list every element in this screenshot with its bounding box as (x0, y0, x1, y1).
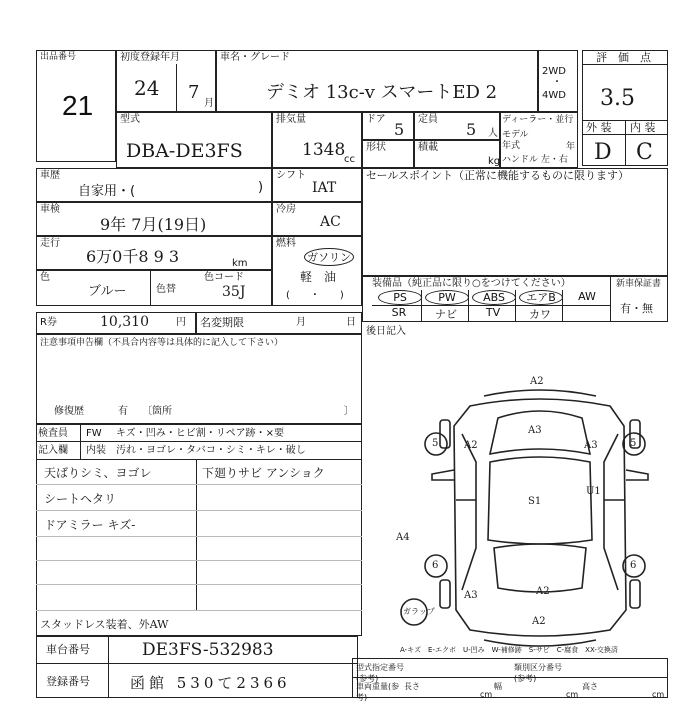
inspector-label: 検査員 (38, 428, 68, 439)
handwritten-note: ドアミラー キズ- (44, 518, 136, 532)
sales-point-label: セールスポイント（正常に機能するものに限ります） (366, 169, 630, 182)
model-label: 車名・グレード (220, 52, 290, 63)
doors-label: ドア (366, 114, 386, 125)
equipment-item: ナビ (435, 308, 457, 321)
weight-label: 車両重量(参考) (356, 682, 400, 702)
inspection-label: 車検 (40, 204, 60, 215)
wheel-rear-left (440, 580, 450, 608)
shift-value: IAT (312, 180, 337, 196)
repair-label: 修復歴 (54, 406, 84, 417)
capacity-unit: 人 (488, 128, 498, 139)
handwritten-note: 天ばりシミ、ヨゴレ (44, 466, 152, 480)
mileage-label: 走行 (40, 238, 60, 249)
exterior-value: D (594, 140, 612, 165)
color-code-label: 色コード (204, 272, 244, 283)
type-value: DBA-DE3FS (126, 140, 243, 162)
equipment-item: AW (578, 290, 596, 303)
mileage-unit: km (232, 258, 248, 269)
damage-mark: A3 (464, 590, 478, 601)
expiry-day: 日 (346, 317, 356, 328)
color-value: ブルー (88, 284, 127, 299)
lot-number: 21 (62, 90, 94, 121)
damage-mark: 5 (432, 438, 439, 449)
score-label: 評 価 点 (596, 51, 651, 64)
handwritten-note: 下廻りサビ アンショク (202, 466, 325, 480)
warranty-divider (610, 276, 611, 322)
reg-divider (176, 64, 177, 112)
equipment-row-1 (372, 290, 610, 305)
writer-label: 記入欄 (38, 445, 68, 456)
reg-no-label: 登録番号 (46, 675, 90, 688)
fuel-diesel: 軽 油 (300, 270, 337, 284)
reg-month: 7 (188, 82, 200, 103)
equipment-item: PW (425, 290, 469, 305)
length-label: 長さ (404, 682, 420, 691)
expiry-month: 月 (296, 317, 306, 328)
inspector-mid (36, 441, 362, 442)
damage-mark: A3 (528, 425, 542, 436)
model-year-label: モデル年式 (502, 130, 529, 151)
damage-mark: 6 (630, 560, 637, 571)
equipment-divider (562, 290, 563, 305)
equipment-divider (515, 306, 516, 321)
ruled-line (36, 484, 362, 485)
fuel-paren: ( ・ ) (286, 290, 344, 301)
dims-label: 型式指定番号(参考) (356, 663, 404, 683)
height-cm: cm (652, 690, 665, 699)
interior-value: C (636, 140, 653, 165)
usage-value: 自家用・( (78, 184, 136, 199)
interior-label: 内 装 (630, 121, 656, 134)
ruled-line (36, 584, 362, 585)
drive-4wd: 4WD (542, 90, 566, 101)
capacity-value: 5 (466, 120, 477, 139)
repair-value: 有 (118, 406, 128, 417)
damage-mark: A2 (464, 440, 478, 451)
damage-mark: 6 (432, 560, 439, 571)
ac-label: 冷房 (276, 204, 296, 215)
exterior-label: 外 装 (586, 121, 612, 134)
doors-value: 5 (394, 120, 405, 139)
writer-items: 汚れ・ヨゴレ・タバコ・シミ・キレ・破し (116, 445, 306, 456)
displacement-label: 排気量 (276, 114, 306, 125)
recycle-unit: 円 (176, 317, 186, 328)
usage-box (36, 168, 272, 202)
damage-mark: 5 (630, 438, 637, 449)
attention-label: 注意事項申告欄（不具合内容等は具体的に記入して下さい） (40, 338, 284, 348)
ruled-line (36, 610, 362, 611)
fuel-gas (304, 248, 354, 266)
chassis-value: DE3FS-532983 (142, 640, 274, 660)
reg-month-unit: 月 (204, 98, 214, 109)
inspector-row-label: FW (86, 428, 102, 439)
capacity-label: 定員 (418, 114, 438, 125)
lot-label: 出品番号 (40, 52, 77, 62)
damage-mark: A4 (396, 532, 410, 543)
ruled-line (36, 510, 362, 511)
damage-mark: A2 (536, 586, 550, 597)
damage-mark: A2 (532, 616, 546, 627)
recycle-label: R券 (40, 317, 57, 328)
handwritten-note: シートヘタリ (44, 492, 117, 506)
handle-label: ハンドル 左・右 (502, 155, 568, 165)
equipment-divider (468, 306, 469, 321)
inspection-value: 9年 7月(19日) (100, 215, 207, 234)
diagram-legend: A-キズ E-エクボ U-凹み W-補修跡 S-サビ C-腐食 XX-交換済 (400, 646, 618, 654)
shift-label: シフト (276, 170, 306, 181)
repair-close: 〕 (344, 406, 354, 417)
class-label: 類別区分番号(参考) (514, 663, 562, 683)
equipment-label: 装備品（純正品に限り○をつけてください） (372, 278, 571, 289)
displacement-unit: cc (344, 154, 355, 165)
type-label: 型式 (120, 114, 140, 125)
equipment-item: PS (378, 290, 422, 305)
expiry-label: 名変期限 (200, 316, 244, 329)
width-label: 幅 (494, 682, 502, 691)
length-cm: cm (480, 690, 493, 699)
color-code-value: 35J (222, 284, 246, 300)
fuel-gas-circled: ガソリン (304, 248, 354, 266)
damage-mark: A2 (530, 376, 544, 387)
damage-mark: S1 (528, 496, 542, 507)
damage-mark: A3 (584, 440, 598, 451)
score-header-line (582, 64, 668, 65)
model-year-unit: 年 (566, 142, 576, 152)
notes-col-divider (196, 460, 197, 610)
mileage-value: 6万0千8 9 3 (86, 247, 180, 266)
load-unit: kg (488, 156, 501, 167)
height-label: 高さ (582, 682, 598, 691)
equipment-divider (515, 290, 516, 305)
equipment-item: TV (485, 306, 501, 319)
score-vertical (625, 120, 626, 166)
after-label: 後日記入 (366, 326, 406, 337)
load-label: 積載 (418, 142, 438, 153)
score-value: 3.5 (600, 86, 635, 111)
color-change-label: 色替 (156, 284, 176, 295)
ruled-line (36, 560, 362, 561)
equipment-row-2 (372, 306, 610, 321)
displacement-value: 1348 (302, 140, 346, 160)
equipment-item: SR (391, 306, 407, 319)
notes-bottom: スタッドレス装着、外AW (40, 618, 169, 631)
color-divider (150, 270, 151, 306)
damage-mark: U1 (586, 486, 601, 497)
ac-value: AC (320, 214, 341, 230)
reg-year: 24 (134, 76, 160, 100)
sales-point-box (362, 168, 668, 276)
repair-place: 〔箇所 (142, 406, 172, 417)
equipment-divider (562, 306, 563, 321)
inspector-col (80, 424, 81, 460)
color-label: 色 (40, 272, 50, 283)
reg-date-label: 初度登録年月 (120, 52, 180, 63)
dealer-label: ディーラー・並行 (502, 115, 574, 125)
usage-label: 車歴 (40, 170, 60, 181)
tape-label: ガラップ (403, 607, 435, 616)
chassis-label: 車台番号 (46, 643, 90, 656)
warranty-value: 有・無 (620, 302, 653, 315)
equipment-item: エアB (519, 290, 563, 305)
equipment-divider (468, 290, 469, 305)
inspector-items: キズ・凹み・ヒビ割・リペア跡・×要 (116, 428, 284, 439)
width-cm: cm (566, 690, 579, 699)
equipment-item: ABS (472, 290, 516, 305)
usage-close: ) (258, 180, 264, 195)
reg-no-value: 函館 530て2366 (130, 674, 291, 692)
equipment-divider (421, 290, 422, 305)
fuel-label: 燃料 (276, 238, 296, 249)
drive-dot: ・ (552, 77, 562, 88)
equipment-item: カワ (529, 308, 551, 321)
model-value: デミオ 13c-v スマートED 2 (266, 82, 498, 103)
equipment-divider (421, 306, 422, 321)
shape-label: 形状 (366, 142, 386, 153)
writer-row-label: 内装 (86, 445, 106, 456)
recycle-value: 10,310 (100, 314, 149, 330)
ruled-line (36, 536, 362, 537)
warranty-label: 新車保証書 (616, 279, 662, 289)
drive-2wd: 2WD (542, 66, 566, 77)
wheel-rear-right (630, 580, 640, 608)
